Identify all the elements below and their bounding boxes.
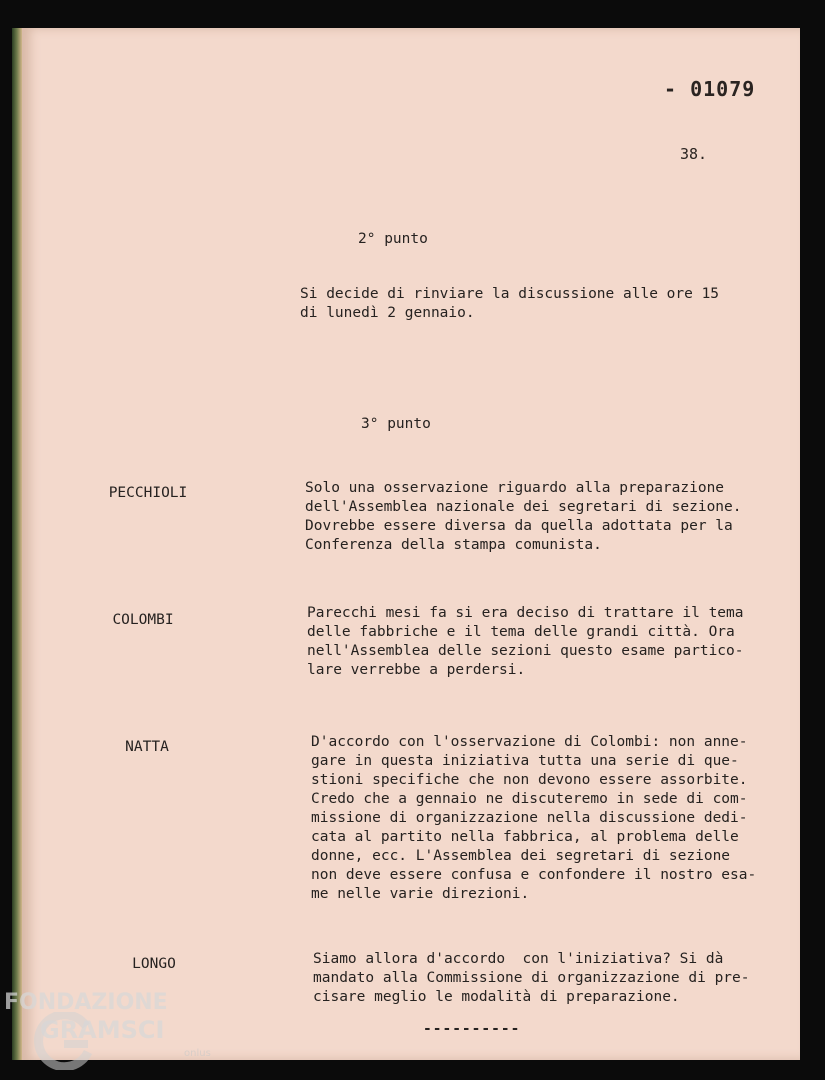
speaker-name: COLOMBI bbox=[112, 612, 174, 628]
speaker-text: Parecchi mesi fa si era deciso di trattare il tema delle fabbriche e il tema delle grandi città. Ora nell'Assemblea delle sezioni questo esame partico- lare verrebbe a perdersi. bbox=[307, 605, 744, 678]
speaker-name: PECCHIOLI bbox=[108, 485, 188, 501]
speaker-text: Siamo allora d'accordo con l'iniziativa? Si dà mandato alla Commissione di organizzazione di pre- cisare meglio le modalità di preparazione. bbox=[313, 951, 750, 1005]
page-number: 38. bbox=[680, 145, 708, 163]
section-heading-2: 2° punto bbox=[358, 231, 428, 247]
section-heading-3: 3° punto bbox=[361, 416, 431, 432]
watermark-text: GRAMSCI bbox=[40, 1016, 165, 1044]
section-text-2: Si decide di rinviare la discussione alle ore 15 di lunedì 2 gennaio. bbox=[300, 286, 720, 321]
speaker-name: NATTA bbox=[125, 739, 169, 755]
watermark-text: FONDAZIONE bbox=[4, 990, 168, 1015]
speaker-text: D'accordo con l'osservazione di Colombi: non anne- gare in questa iniziativa tutta una serie di que- stioni specifiche che non devono essere assorbite. Credo che a gennaio ne discuteremo in sede di com- missione di organizzazione nella discussione dedi- cata al partito nella fabbrica, al problema delle donne, ecc. L'Assemblea dei segretari di sezione non deve essere confusa e confondere il nostro esa- me nelle varie direzioni. bbox=[311, 734, 757, 902]
speaker-name: LONGO bbox=[132, 956, 176, 972]
stamp-number: - 01079 bbox=[664, 77, 756, 101]
archive-watermark bbox=[4, 990, 214, 1070]
watermark-suffix: onlus bbox=[184, 1048, 211, 1059]
end-separator: ---------- bbox=[423, 1021, 521, 1037]
speaker-text: Solo una osservazione riguardo alla preparazione dell'Assemblea nazionale dei segretari di sezione. Dovrebbe essere diversa da quella adottata per la Conferenza della stampa comunista. bbox=[305, 480, 742, 553]
